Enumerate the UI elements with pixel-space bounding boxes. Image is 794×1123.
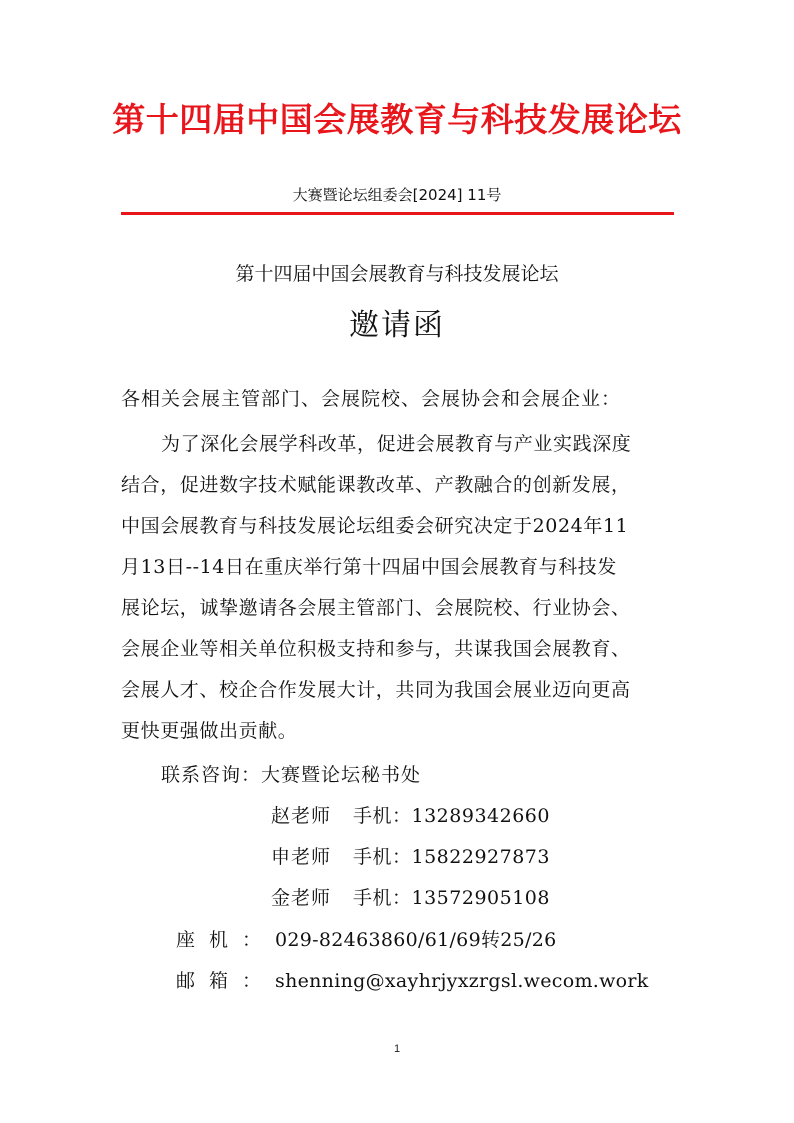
email-address: shenning@xayhrjyxzrgsl.wecom.work [275,970,649,992]
teacher-phone: 手机：13289342660 [353,805,550,827]
landline-label: 座机： [176,929,276,951]
contact-label: 联系咨询：大赛暨论坛秘书处 [161,764,422,786]
landline-row [176,924,557,956]
body-line: 为了深化会展学科改革，促进会展教育与产业实践深度 [161,433,632,455]
red-header-title: 第十四届中国会展教育与科技发展论坛 [112,100,682,139]
salutation: 各相关会展主管部门、会展院校、会展协会和会展企业： [121,388,622,410]
contact-teacher-row [271,882,550,914]
page-number: 1 [393,1043,401,1055]
teacher-name: 赵老师 [271,805,332,827]
contact-teacher-row [271,800,550,832]
teacher-phone: 手机：13572905108 [353,887,550,909]
letter-subtitle: 第十四届中国会展教育与科技发展论坛 [235,263,559,285]
red-divider-rule [121,212,674,215]
body-line: 中国会展教育与科技发展论坛组委会研究决定于2024年11 [121,515,629,537]
invitation-title: 邀请函 [349,308,445,343]
email-row [176,965,649,997]
contact-teacher-row [271,841,550,873]
document-number: 大赛暨论坛组委会[2024] 11号 [292,186,502,204]
body-line: 会展企业等相关单位积极支持和参与，共谋我国会展教育、 [121,638,631,660]
body-paragraph [121,424,681,752]
teacher-name: 金老师 [271,887,332,909]
teacher-phone: 手机：15822927873 [353,846,550,868]
body-line: 结合，促进数字技术赋能课教改革、产教融合的创新发展， [121,474,631,496]
body-line: 展论坛，诚挚邀请各会展主管部门、会展院校、行业协会、 [121,597,631,619]
landline-number: 029-82463860/61/69转25/26 [275,929,557,951]
body-line: 更快更强做出贡献。 [121,720,298,742]
email-label: 邮箱： [176,970,276,992]
body-line: 会展人才、校企合作发展大计，共同为我国会展业迈向更高 [121,679,631,701]
body-line: 月13日--14日在重庆举行第十四届中国会展教育与科技发 [121,556,617,578]
teacher-name: 申老师 [271,846,332,868]
